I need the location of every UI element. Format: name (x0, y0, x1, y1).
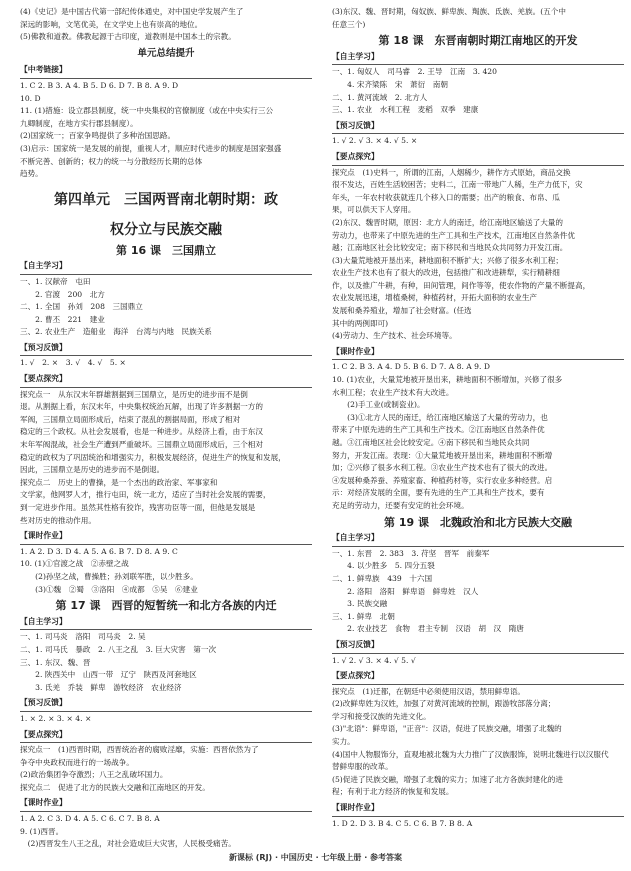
answer-line: 程；有利于北方经济的恢复和发展。 (332, 787, 454, 797)
answer-line: 替鲜卑服的改革。 (332, 762, 393, 772)
answer-line: 作，以及推广牛耕，有种，田间管理，间作等等，使农作物的产量不断提高， (332, 280, 591, 290)
answer-line: 农业生产技术也有了很大的改进，包括推广和改进耕犁，实行精耕细 (332, 268, 560, 278)
answer-line: 很不发达，百姓生活较困苦；史料二，江南一带地广人稀，生产力低下，灾 (332, 180, 583, 190)
answer-line: 1. √ 2. √ 3. × 4. √ 5. × (332, 136, 418, 146)
answer-line: 1. A 2. D 3. D 4. A 5. A 6. B 7. D 8. A 9. C (20, 546, 178, 556)
answer-line: 水利工程；农业生产技术有大改进。 (332, 387, 454, 397)
answer-line: 1. C 2. B 3. A 4. D 5. B 6. D 7. A 8. A 9. D (332, 362, 490, 372)
section-heading: 【自主学习】 (332, 51, 624, 66)
answer-line: 4. 宋齐梁陈 宋 萧衍 南朝 (332, 79, 448, 89)
answer-line: 1. D 2. D 3. B 4. C 5. C 6. B 7. B 8. A (332, 818, 473, 828)
answer-line: 稳定的三个政权。从社会发展看，也是一种进步。从经济上看，由于东汉 (20, 427, 263, 437)
answer-line: (4)国中人物服饰分，直观地被北魏为大力推广了汉族服饰，说明北魏进行以汉服代 (332, 749, 609, 759)
answer-line: (3)"北语"：鲜卑语，"正音"：汉语，促进了民族交融，增强了北魏的 (332, 724, 562, 734)
answer-line: 文学家，他网罗人才，推行屯田，统一北方，适应了当时社会发展的需要， (20, 490, 271, 500)
answer-line: 越；江南地区社会比较安定；南下移民和当地民众共同努力开发江南。 (332, 243, 568, 253)
answer-line: 带来了中原先进的生产工具和生产技术。②江南地区自然条件优 (332, 425, 545, 435)
answer-line: 探究点二 历史上的曹操，是一个杰出的政治家、军事家和 (20, 477, 218, 487)
answer-line: 二、1. 黄河流域 2. 北方人 (332, 92, 428, 102)
answer-line: 2. 陕西关中 山西一带 辽宁 陕西及河套地区 (20, 670, 197, 680)
answer-line: 学习和接受汉族的先进文化。 (332, 711, 431, 721)
answer-line: 10. D (20, 93, 41, 103)
section-heading: 【课时作业】 (20, 530, 312, 545)
answer-line: 3. 氐羌 乔装 鲜卑 游牧经济 农业经济 (20, 682, 182, 692)
answer-line: 三、1. 东汉、魏、晋 (20, 657, 91, 667)
answer-line: 2. 农业技艺 食物 君主专制 汉语 胡 汉 隋唐 (332, 624, 524, 634)
section-heading: 【预习反馈】 (332, 639, 624, 654)
section-heading: 【课时作业】 (332, 346, 624, 361)
answer-line: 探究点二 促进了北方的民族大交融和江南地区的开发。 (20, 782, 210, 792)
answer-line: 1. √ 2. √ 3. × 4. √ 5. √ (332, 655, 416, 665)
answer-line: 果，可以供天下人穿用。 (332, 205, 416, 215)
answer-line: (3)启示：国家统一是发展的前提，重视人才，顺应时代进步的制度是国家强盛 (20, 143, 282, 153)
answer-line: 探究点 (1)史料一，所谓的江南，人烟稀少，耕作方式原始，商品交换 (332, 167, 571, 177)
unit-title: 第四单元 三国两晋南北朝时期：政 (54, 191, 278, 208)
answer-line: 二、1. 鲜卑族 439 十六国 (332, 573, 433, 583)
answer-line: 2. 曹丕 221 建业 (20, 314, 105, 324)
answer-line: (2)东汉、魏晋时期，原因：北方人的南迁，给江南地区输送了大量的 (332, 217, 563, 227)
answer-line: 2. 洛阳 洛阳 鲜卑语 鲜卑姓 汉人 (332, 586, 479, 596)
answer-line: 1. C 2. B 3. A 4. B 5. D 6. D 7. B 8. A 9. D (20, 80, 179, 90)
answer-line: 10. (1)①官渡之战 ②赤壁之战 (20, 559, 129, 569)
answer-line: 稳定的政权为了巩固统治和增强实力，积极发展经济，促进生产的恢复和发展， (20, 452, 286, 462)
answer-line: 些对历史的推动作用。 (20, 515, 96, 525)
answer-line: 不断完善、创新的；权力的统一与分散经历长期的总体 (20, 156, 203, 166)
section-heading: 【课时作业】 (20, 797, 312, 812)
answer-line: 一、1. 汉献帝 屯田 (20, 276, 91, 286)
answer-line: 因此，三国鼎立是历史的进步而不是倒退。 (20, 465, 165, 475)
answer-line: 1. √ 2. × 3. √ 4. √ 5. × (20, 358, 126, 368)
answer-line: (3)东汉、魏、晋时期，匈奴族、鲜卑族、羯族、氐族、羌族。(五个中 (332, 7, 566, 16)
answer-line: 越。③江南地区社会比较安定。④南下移民和当地民众共同 (332, 438, 530, 447)
answer-line: 三、2. 农业生产 造船业 海洋 台湾与内地 民族关系 (20, 327, 212, 337)
answer-line: (2)国家统一；百家争鸣提供了多种治国思路。 (20, 131, 176, 141)
answer-line: 劳动力，也带来了中原先进的生产工具和生产技术，江南地区自然条件优 (332, 230, 575, 240)
section-heading: 【课时作业】 (332, 802, 624, 817)
answer-line: 年头，一年农村收获就连几个移入口的需要；出产的粮食、布帛、瓜 (332, 192, 560, 202)
answer-line: (2)改鲜卑姓为汉姓，加强了对黄河流域的控制，跟游牧部落分离； (332, 699, 556, 709)
left-column (20, 6, 312, 851)
answer-line: (2)手工业(或制瓷业)。 (332, 400, 425, 410)
answer-line: 末年军阀混战，社会生产遭到严重破坏。三国鼎立局面形成后，三个相对 (20, 440, 263, 450)
answer-line: 1. A 2. C 3. D 4. A 5. C 6. C 7. B 8. A (20, 814, 160, 824)
answer-line: (3)①魏 ②蜀 ③洛阳 ④成都 ⑤吴 ⑥建业 (20, 584, 198, 594)
answer-line: 探究点一 从东汉末年群雄割据到三国鼎立，是历史的进步而不是倒 (20, 389, 248, 399)
section-heading: 【自主学习】 (332, 532, 624, 547)
answer-line: 深远的影响，文笔优美，在文学史上也有崇高的地位。 (20, 19, 203, 29)
answer-line: 10. (1)农业，大量荒地被开垦出来，耕地面积不断增加，兴修了很多 (332, 375, 563, 385)
answer-line: 加；②兴修了很多水利工程。③农业生产技术也有了很大的改进。 (332, 463, 553, 473)
lesson-title: 第 18 课 东晋南朝时期江南地区的开发 (378, 34, 578, 48)
answer-line: (5)促进了民族交融，增强了北魏的实力；加速了北方各族封建化的进 (332, 774, 563, 784)
answer-line: 到一定进步作用。虽然其性格有狡诈，残害功臣等一面，但他是发展是 (20, 503, 256, 512)
answer-line: 探究点 (1)迁都，在朝廷中必须使用汉语，禁用鲜卑语。 (332, 686, 526, 696)
unit-summary-title: 单元总结提升 (137, 47, 195, 59)
lesson-title: 第 16 课 三国鼎立 (116, 243, 216, 257)
answer-line: 努力，开发江南。表现：①大量荒地被开垦出来，耕地面积不断增 (332, 450, 553, 460)
section-heading: 【预习反馈】 (20, 697, 312, 712)
section-heading: 【预习反馈】 (332, 120, 624, 135)
answer-line: 九卿制度，在地方实行郡县制度）。 (20, 118, 138, 128)
lesson-title: 第 19 课 北魏政治和北方民族大交融 (384, 515, 572, 529)
answer-line: 1. × 2. × 3. × 4. × (20, 713, 92, 723)
answer-line: (2)西晋发生八王之乱，对社会造成巨大灾害，人民极受痛苦。 (20, 839, 236, 849)
answer-line: 探究点一 (1)西晋时期，西晋统治者的腐败淫靡，实施：西晋依然为了 (20, 745, 259, 755)
answer-line: (3)①北方人民的南迁，给江南地区输送了大量的劳动力，也 (332, 412, 548, 422)
unit-title: 权分立与民族交融 (110, 221, 222, 238)
answer-line: 二、1. 全国 孙刘 208 三国鼎立 (20, 302, 143, 312)
answer-line: (4)《史记》是中国古代第一部纪传体通史，对中国史学发展产生了 (20, 7, 244, 16)
answer-line: 示：对经济发展的全面，要有先进的生产工具和生产技术，要有 (332, 488, 545, 498)
answer-line: 发展和桑养殖业，增加了社会财富。(任选 (332, 306, 472, 316)
answer-line: 争夺中央政权而进行的一场战争。 (20, 757, 134, 767)
section-heading: 【预习反馈】 (20, 342, 312, 357)
answer-line: (3)大量荒地被开垦出来，耕地面积不断扩大；兴修了很多水利工程； (332, 255, 563, 265)
answer-line: ④发展种桑养蚕、养殖家畜、种植药材等，实行农业多种经营。启 (332, 475, 553, 485)
answer-line: 一、1. 司马炎 洛阳 司马炎 2. 吴 (20, 632, 146, 642)
answer-line: (5)佛教和道教。佛教起源于古印度，道教则是中国本土的宗教。 (20, 32, 236, 42)
section-heading: 【要点探究】 (332, 151, 624, 166)
answer-line: 11. (1)措施：设立郡县制度，统一中央集权的官僚制度（或在中央实行三公 (20, 106, 274, 116)
answer-line: 4. 以少胜多 5. 四分五裂 (332, 561, 435, 571)
answer-line: 二、1. 司马氏 暴政 2. 八王之乱 3. 巨大灾害 第一次 (20, 644, 217, 654)
section-heading: 【中考链接】 (20, 64, 312, 79)
section-heading: 【要点探究】 (20, 729, 312, 744)
answer-line: (4)劳动力、生产技术、社会环境等。 (332, 331, 457, 341)
answer-line: 趋势。 (20, 169, 43, 179)
section-heading: 【自主学习】 (20, 616, 312, 631)
right-column (332, 6, 624, 830)
answer-line: (2)政治集团争夺激烈；八王之乱破坏国力。 (20, 770, 168, 780)
section-heading: 【要点探究】 (332, 670, 624, 685)
answer-line: 2. 官渡 200 北方 (20, 289, 105, 299)
answer-line: 农业发展迅速，增植桑树，种植药材，开拓大面积的农业生产 (332, 293, 538, 303)
answer-line: 一、1. 匈奴人 司马睿 2. 王导 江南 3. 420 (332, 67, 497, 77)
answer-line: 充足的劳动力，还要有安定的社会环境。 (332, 500, 469, 510)
answer-line: 退。从割据上看，东汉末年，中央集权统治瓦解，出现了许多割据一方的 (20, 402, 263, 412)
answer-line: 三、1. 农业 水利工程 麦稻 双季 建康 (332, 105, 479, 115)
answer-line: 实力。 (332, 737, 355, 747)
page-footer: 新课标 (RJ) · 中国历史 · 七年级上册 · 参考答案 (228, 853, 403, 862)
answer-line: 军阀，三国鼎立局面形成后，结束了混乱的割据局面，形成了相对 (20, 414, 241, 424)
answer-line: 3. 民族交融 (332, 599, 388, 609)
section-heading: 【要点探究】 (20, 373, 312, 388)
section-heading: 【自主学习】 (20, 260, 312, 275)
answer-line: (2)孙坚之战，曹操胜；孙刘联军胜，以少胜多。 (20, 571, 198, 581)
answer-line: 一、1. 东晋 2. 383 3. 苻坚 晋军 前秦军 (332, 548, 490, 558)
answer-line: 任意三个) (332, 19, 366, 29)
answer-line: 其中的两例即可) (332, 318, 389, 328)
lesson-title: 第 17 课 西晋的短暂统一和北方各族的内迁 (55, 599, 277, 613)
answer-line: 9. (1)西晋。 (20, 826, 64, 836)
answer-line: 三、1. 鲜卑 北朝 (332, 611, 395, 621)
